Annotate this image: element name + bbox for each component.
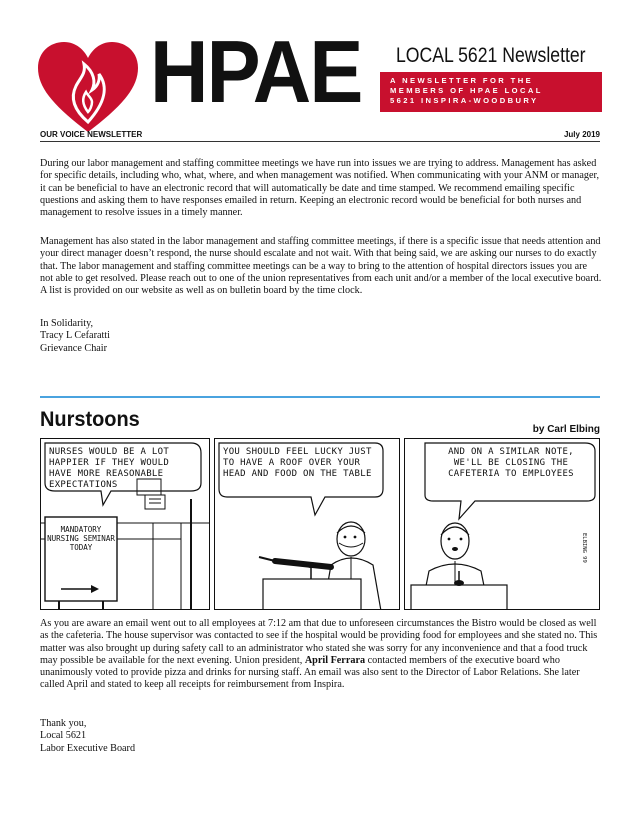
banner-line: 5621 INSPIRA-WOODBURY <box>390 96 539 105</box>
signature-role: Grievance Chair <box>40 342 108 354</box>
hpae-heart-logo <box>36 40 140 134</box>
section-label: OUR VOICE NEWSLETTER <box>40 130 143 139</box>
article2-paragraph <box>40 618 602 692</box>
hpae-wordmark: HPAE <box>150 22 362 121</box>
panel3-speech: AND ON A SIMILAR NOTE, WE'LL BE CLOSING THE CAFETERIA TO EMPLOYEES <box>448 447 574 479</box>
section-divider <box>40 396 600 398</box>
issue-date: July 2019 <box>563 130 600 139</box>
banner-line: A NEWSLETTER FOR THE <box>390 76 534 85</box>
signature-closing: In Solidarity, <box>40 318 94 329</box>
comic-panel-1 <box>40 438 210 610</box>
signature-board: Labor Executive Board <box>40 742 136 754</box>
comic-panel-3 <box>404 438 600 610</box>
comic-panel-2 <box>214 438 400 610</box>
article1-signature <box>40 318 110 355</box>
signature-org: Local 5621 <box>40 730 87 742</box>
president-name: April Ferrara <box>304 654 366 666</box>
newsletter-banner <box>380 72 602 112</box>
panel1-speech: NURSES WOULD BE A LOT HAPPIER IF THEY WOULD HAVE MORE REASONABLE EXPECTATIONS <box>49 447 170 490</box>
comic-title: Nurstoons <box>40 408 140 431</box>
artist-signature: ELBING 99 <box>581 533 587 563</box>
banner-line: MEMBERS OF HPAE LOCAL <box>390 86 543 95</box>
seminar-sign: MANDATORY NURSING SEMINAR TODAY <box>47 525 115 552</box>
signature-name: Tracy L Cefaratti <box>40 330 110 342</box>
article2-signature <box>40 718 135 755</box>
article2-text-before: As you are aware an email went out to all employees at 7:12 am that due to unforeseen circumstances the Bistro would be closed as well as the cafeteria. The house supervisor was contacted to see if the hospital would be providing food for employees and she stated no. This matter was also brought up during safety call to an administrator who stated she was sorry for any inconvenience and that a food truck may possible be available for the next evening. Union president, <box>40 618 598 666</box>
panel2-speech: YOU SHOULD FEEL LUCKY JUST TO HAVE A ROOF OVER YOUR HEAD AND FOOD ON THE TABLE <box>223 447 372 479</box>
article2-text-after: contacted members of the executive board who unanimously voted to provide pizza and drinks for nursing staff. An email was also sent to the Director of Labor Relations. She later called April and stated to keep all receipts for reimbursement from Inspira. <box>40 654 580 691</box>
header-divider <box>40 141 600 142</box>
signature-closing: Thank you, <box>40 718 87 729</box>
newsletter-title: LOCAL 5621 Newsletter <box>396 44 586 67</box>
article1-paragraph1: During our labor management and staffing committee meetings we have run into issues we are trying to address. Management has asked for specific details, including who, what, where, and when management was notified. When communicating with your ANM or manager, it can be beneficial to have an electronic record that will automatically be date and time stamped. We recommend emailing specific questions and asking them to have responses emailed in return. Keeping an electronic record would be beneficial for both nurses and management to resolve issues in a timely manner. <box>40 158 599 219</box>
comic-credit: by Carl Elbing <box>532 424 600 435</box>
article1-paragraph2: Management has also stated in the labor management and staffing committee meetings, if there is a specific issue that needs attention and your direct manager doesn’t respond, the nurse should escalate and not wait. With that being said, we are asking our nurses to do exactly that. The labor management and staffing committee meetings can be a way to bring to the attention of hospital directors issues you are not able to get resolved. Please reach out to one of the union representatives from each unit and/or a member of the local executive board. A list is provided on our website as well as on bulletin board by the time clock. <box>40 236 602 297</box>
